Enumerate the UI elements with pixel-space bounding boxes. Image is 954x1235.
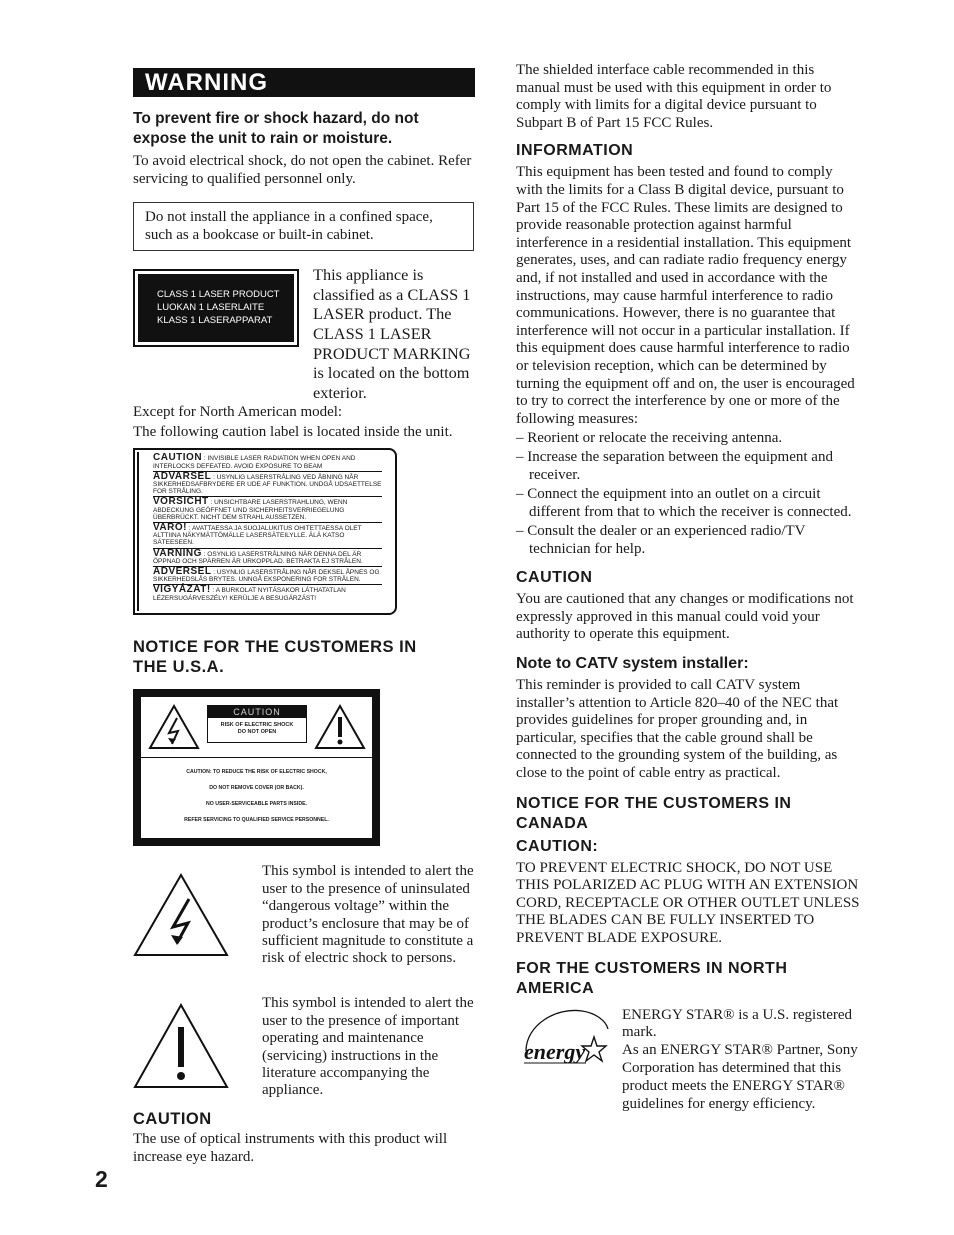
caution-label-line: ADVARSEL : USYNLIG LASERSTRÅLING VED ÅBNING NÅR SIKKERHEDSAFBRYDERE ER UDE AF FUNKTION. UNDGÅ UDSAETTELSE FOR STRÅLING. <box>153 473 382 498</box>
usa-label-sub: DO NOT OPEN <box>237 728 277 735</box>
list-item: – Connect the equipment into an outlet on a circuit different from that to which the receiver is connected. <box>516 486 852 520</box>
exclamation-warning-icon <box>313 703 367 751</box>
energy-star-text <box>622 1007 862 1114</box>
right-column <box>516 62 861 1131</box>
shock-text: To avoid electrical shock, do not open the cabinet. Refer servicing to qualified personnel only. <box>133 153 472 187</box>
north-america-heading: FOR THE CUSTOMERS IN NORTH AMERICA <box>516 959 788 997</box>
caution-label-line: VARNING : OSYNLIG LASERSTRÅLNING NÄR DENNA DEL ÄR ÖPPNAD OCH SPÄRREN ÄR URKOPPLAD. BETRAKTA EJ STRÅLEN. <box>153 550 382 567</box>
canada-text: TO PREVENT ELECTRIC SHOCK, DO NOT USE THIS POLARIZED AC PLUG WITH AN EXTENSION CORD, RECEPTACLE OR OTHER OUTLET UNLESS THE BLADES CAN BE FULLY INSERTED TO PREVENT BLADE EXPOSURE. <box>516 859 860 946</box>
shielded-text: The shielded interface cable recommended in this manual must be used with this equipment in order to comply with limits for a digital device pursuant to Subpart B of Part 15 FCC Rules. <box>516 62 832 131</box>
info-text: This equipment has been tested and found to comply with the limits for a Class B digital device, pursuant to Part 15 of the FCC Rules. These limits are designed to provide reasonable protection against harmful interference in a residential installation. This equipment generates, uses, and can radiate radio frequency energy and, if not installed and used in accordance with the instructions, may cause harmful interference to radio communications. However, there is no guarantee that interference will not occur in a particular installation. If this equipment does cause harmful interference to radio or television reception, which can be determined by turning the equipment off and on, the user is encouraged to try to correct the interference by one or more of the following measures: <box>516 164 855 427</box>
laser-caution-label <box>133 448 397 615</box>
except-text: Except for North American model: <box>133 404 343 421</box>
caution-heading-right: CAUTION <box>516 569 593 587</box>
voltage-symbol-section <box>133 863 475 995</box>
usa-heading: NOTICE FOR THE CUSTOMERS IN THE U.S.A. <box>133 638 417 677</box>
caution-heading: CAUTION <box>133 1110 212 1129</box>
usa-label-line: CAUTION: TO REDUCE THE RISK OF ELECTRIC SHOCK, <box>186 769 327 776</box>
usa-label-line: REFER SERVICING TO QUALIFIED SERVICE PERSONNEL. <box>184 817 329 824</box>
canada-caution: CAUTION: <box>516 837 599 855</box>
laser-text: This appliance is classified as a CLASS 1 LASER product. The CLASS 1 LASER PRODUCT MARKING is located on the bottom exterior. <box>313 265 471 402</box>
list-item: – Increase the separation between the equipment and receiver. <box>516 449 833 484</box>
energy-star-section <box>516 1007 861 1131</box>
caution-text-right: You are cautioned that any changes or modifications not expressly approved in this manual could void your authority to operate this equipment. <box>516 591 854 643</box>
voltage-symbol-text: This symbol is intended to alert the user to the presence of uninsulated “dangerous voltage” within the product’s enclosure that may be of sufficient magnitude to constitute a risk of electric shock to persons. <box>262 863 474 967</box>
exclamation-symbol-section <box>133 995 475 1127</box>
laser-section <box>133 265 475 405</box>
lightning-triangle-icon <box>133 873 229 957</box>
catv-heading: Note to CATV system installer: <box>516 655 749 672</box>
usa-label-title: CAUTION <box>208 706 306 718</box>
class1-laser-label <box>133 269 299 347</box>
usa-label-line: DO NOT REMOVE COVER (OR BACK). <box>209 785 304 792</box>
caution-label-line: ADVERSEL : USYNLIG LASERSTRÅLING NÅR DEKSEL ÅPNES OG SIKKERHEDSLÅS BRYTES. UNNGÅ EKSPONERING FOR STRÅLEN. <box>153 568 382 585</box>
usa-label-line: NO USER-SERVICEABLE PARTS INSIDE. <box>206 801 307 808</box>
caution-label-line: VARO! : AVATTAESSA JA SUOJALUKITUS OHITETTAESSA OLET ALTTIINA NÄKYMÄTTÖMÄLLE LASERSÄTEILYLLE. ÄLÄ KATSO SÄTEESEEN. <box>153 524 382 549</box>
usa-caution-label <box>133 689 380 846</box>
energy-star-line1: ENERGY STAR® is a U.S. registered mark. <box>622 1006 853 1041</box>
energy-star-logo-icon <box>516 1007 612 1077</box>
left-column <box>133 66 475 1167</box>
caution-label-line: CAUTION : INVISIBLE LASER RADIATION WHEN OPEN AND INTERLOCKS DEFEATED. AVOID EXPOSURE TO BEAM <box>153 454 382 471</box>
usa-label-sub: RISK OF ELECTRIC SHOCK <box>220 722 294 729</box>
energy-star-line2: As an ENERGY STAR® Partner, Sony Corporation has determined that this product meets the ENERGY STAR® guidelines for energy efficiency. <box>622 1042 858 1112</box>
caution-text: The use of optical instruments with this product will increase eye hazard. <box>133 1131 448 1165</box>
caution-label-line: VORSICHT : UNSICHTBARE LASERSTRAHLUNG, WENN ABDECKUNG GEÖFFNET UND SICHERHEITSVERRIEGELUNG ÜBERBRÜCKT. NICHT DEM STRAHL AUSSETZEN. <box>153 498 382 523</box>
caution-label-line: VIGYÁZAT! : A BURKOLAT NYITÁSAKOR LÁTHATATLAN LÉZERSUGÁRVESZÉLY! KERÜLJE A BESUGÁRZÁST! <box>153 584 346 602</box>
measures-list <box>516 430 861 558</box>
laser-label-line: CLASS 1 LASER PRODUCT <box>157 289 280 301</box>
list-item: – Consult the dealer or an experienced radio/TV technician for help. <box>516 523 806 557</box>
canada-heading: NOTICE FOR THE CUSTOMERS IN CANADA <box>516 794 792 832</box>
page-number: 2 <box>95 1166 108 1192</box>
list-item: – Reorient or relocate the receiving antenna. <box>516 430 783 447</box>
fire-heading: To prevent fire or shock hazard, do not expose the unit to rain or moisture. <box>133 110 419 147</box>
warning-title: WARNING <box>133 68 475 97</box>
usa-caution-box <box>207 705 307 743</box>
laser-label-line: KLASS 1 LASERAPPARAT <box>157 315 273 327</box>
voltage-warning-icon <box>147 703 201 751</box>
install-note: Do not install the appliance in a confined space, such as a bookcase or built-in cabinet. <box>133 202 474 251</box>
exclamation-symbol-text: This symbol is intended to alert the user to the presence of important operating and maintenance (servicing) instructions in the literature accompanying the appliance. <box>262 995 474 1099</box>
catv-text: This reminder is provided to call CATV system installer’s attention to Article 820–40 of the NEC that provides guidelines for proper grounding and, in particular, specifies that the cable ground shall be connected to the grounding system of the building, as close to the point of cable entry as practical. <box>516 677 839 781</box>
exclamation-triangle-icon <box>133 1003 229 1089</box>
laser-label-line: LUOKAN 1 LASERLAITE <box>157 302 265 314</box>
info-heading: INFORMATION <box>516 142 634 160</box>
following-text: The following caution label is located inside the unit. <box>133 423 453 440</box>
energy-logo-text: energy <box>524 1038 586 1064</box>
